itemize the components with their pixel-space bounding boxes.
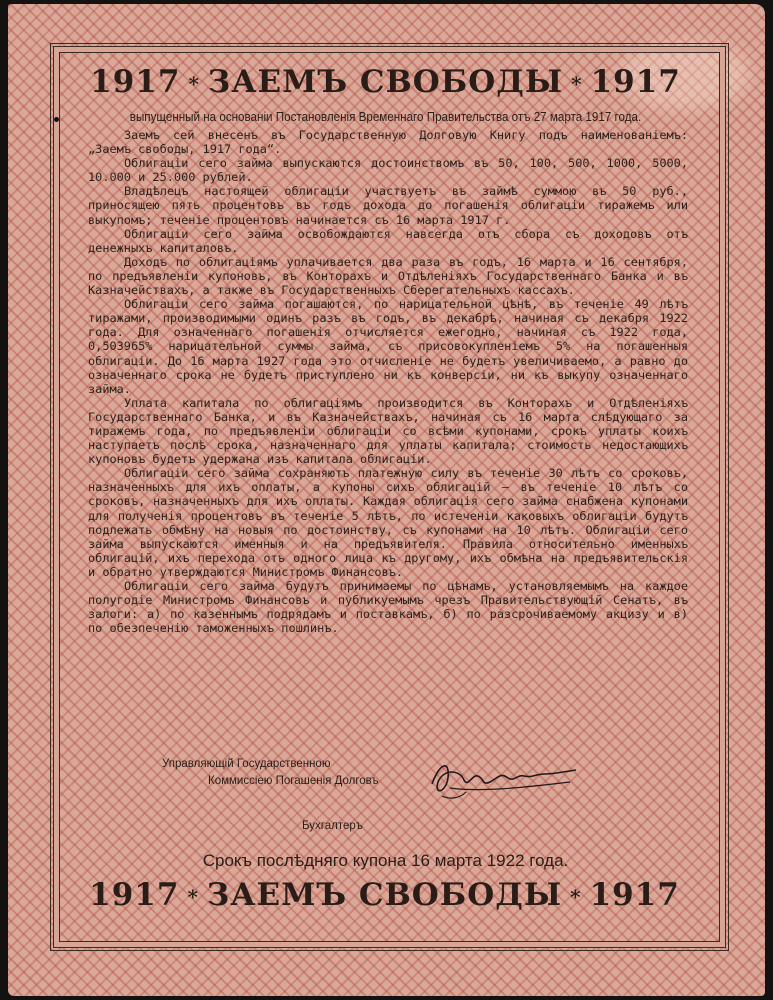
paragraph: Заемъ сей внесенъ въ Государственную Долговую Книгу подъ наименованіемъ: „Заемъ свободы, 1917 года“. xyxy=(88,128,688,157)
paragraph: Доходъ по облигаціямъ уплачивается два раза въ годъ, 16 марта и 16 сентября, по предъявленіи купоновъ, въ Конторахъ и Отдѣленіяхъ Государственнаго Банка и въ Казначействахъ, а также въ Государственныхъ Сберегательныхъ кассахъ. xyxy=(88,254,688,298)
paragraph: Облигаціи сего займа будутъ принимаемы по цѣнамъ, установляемымъ на каждое полугодіе Министромъ Финансовъ и публикуемымъ чрезъ Правительствующій Сенатъ, въ залоги: а) по казеннымъ подрядамъ и поставкамъ, б) по разсрочиваемому акцизу и в) по обезпеченію таможенныхъ пошлинъ. xyxy=(88,579,688,636)
title-year-right: 1917 xyxy=(590,64,681,100)
punch-hole xyxy=(54,117,59,122)
title-year-left: 1917 xyxy=(89,877,180,913)
title-text: ЗАЕМЪ СВОБОДЫ xyxy=(206,877,563,913)
paragraph: Облигаціи сего займа сохраняютъ платежную силу въ теченіе 30 лѣтъ со сроковъ, назначенныхъ для ихъ оплаты, а купоны сихъ облигацій — въ теченіе 10 лѣтъ со сроковъ, назначенныхъ для ихъ оплаты. Каждая облигація сего займа снабжена купонами для полученія процентовъ въ теченіе 5 лѣтъ, по истеченіи каковыхъ облигаціи будутъ подлежать обмѣну на новыя по достоинству, съ купонами на 10 лѣтъ. Облигаціи сего займа выпускаются именныя и на предъявителя. Правила относительно именныхъ облигацій, ихъ перехода отъ одного лица къ другому, ихъ обмѣна на предъявительскія и обратно утверждаются Министромъ Финансовъ. xyxy=(88,466,688,579)
subtitle: выпущенный на основаніи Постановленія Временнаго Правительства отъ 27 марта 1917 года. xyxy=(129,110,642,124)
title-year-right: 1917 xyxy=(589,877,680,913)
title-year-left: 1917 xyxy=(90,64,181,100)
accountant-label: Бухгалтеръ xyxy=(302,820,363,832)
last-coupon-note: Срокъ послѣдняго купона 16 марта 1922 года. xyxy=(202,851,569,870)
commission-label-line2: Коммиссіею Погашенія Долговъ xyxy=(208,775,379,787)
paragraph: Облигаціи сего займа освобождаются навсегда отъ сбора съ доходовъ отъ денежныхъ капиталовъ. xyxy=(88,226,688,255)
star-icon: * xyxy=(570,884,582,909)
star-icon: * xyxy=(187,884,199,909)
star-icon: * xyxy=(188,71,200,96)
title-top xyxy=(0,64,772,100)
star-icon: * xyxy=(571,71,583,96)
bond-terms-text xyxy=(88,128,688,635)
paragraph: Уплата капитала по облигаціямъ производится въ Конторахъ и Отдѣленіяхъ Государственнаго Банка, и въ Казначействахъ, начиная съ 16 марта слѣдующаго за тиражемъ года, по предъявленіи облигаціи со всѣми купонами, срокъ уплаты коихъ наступаетъ послѣ срока, назначеннаго для уплаты капитала; стоимость недостающихъ купоновъ будетъ удержана изъ капитала облигаціи. xyxy=(88,395,688,467)
signature-image xyxy=(420,752,590,804)
title-bottom xyxy=(0,877,771,913)
commission-label-line1: Управляющій Государственною xyxy=(162,758,331,770)
paragraph: Облигаціи сего займа выпускаются достоинствомъ въ 50, 100, 500, 1000, 5000, 10.000 и 25.000 рублей. xyxy=(88,156,688,185)
paragraph: Облигаціи сего займа погашаются, по нарицательной цѣнѣ, въ теченіе 49 лѣтъ тиражами, производимыми одинъ разъ въ годъ, въ декабрѣ, начиная съ декабря 1922 года. Для означеннаго погашенія отчисляется ежегодно, начиная съ 1922 года, 0,503965% нарицательной суммы займа, съ присовокупленіемъ 5% на погашенныя облигаціи. До 16 марта 1927 года это отчисленіе не будетъ увеличиваемо, а равно до означеннаго срока не будетъ приступлено ни къ конверсіи, ни къ выкупу означеннаго займа. xyxy=(88,297,688,396)
title-text: ЗАЕМЪ СВОБОДЫ xyxy=(207,64,564,100)
paragraph: Владѣлецъ настоящей облигаціи участвуетъ въ займѣ суммою въ 50 руб., приносящею пять процентовъ въ годъ дохода до погашенія облигаціи тиражемъ или выкупомъ; теченіе процентовъ начинается съ 16 марта 1917 г. xyxy=(88,184,688,227)
